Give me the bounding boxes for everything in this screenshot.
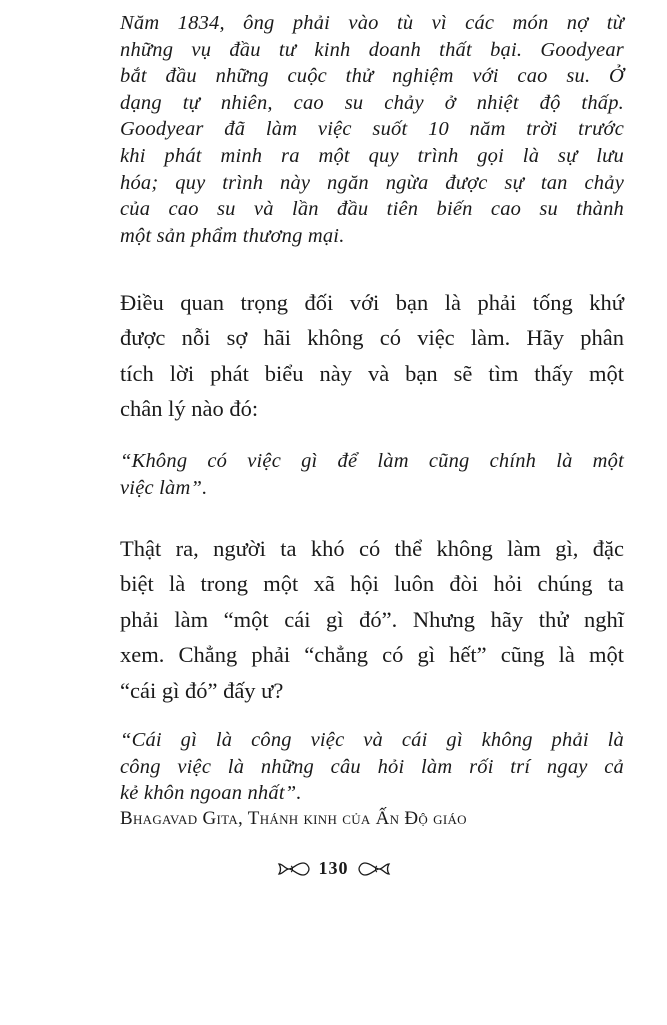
- paragraph-line: xem. Chẳng phải “chẳng có gì hết” cũng là một: [120, 642, 624, 668]
- paragraph-line: Điều quan trọng đối với bạn là phải tống khứ: [120, 290, 624, 315]
- quote-line: những vụ đầu tư kinh doanh thất bại. Goodyear: [120, 38, 624, 61]
- fish-ornament-icon: [277, 860, 311, 878]
- page-footer: [0, 858, 667, 879]
- paragraph-line: biệt là trong một xã hội luôn đòi hỏi chúng ta: [120, 571, 624, 597]
- short-quote: [120, 448, 624, 501]
- quote-line: công việc là những câu hỏi làm rối trí ngay cả: [120, 755, 624, 778]
- quote-line: khi phát minh ra một quy trình gọi là sự lưu: [120, 144, 624, 167]
- paragraph-line: Thật ra, người ta khó có thể không làm gì, đặc: [120, 536, 624, 561]
- gita-quote: [120, 727, 624, 807]
- paragraph-line: “cái gì đó” đấy ư?: [120, 677, 284, 703]
- quote-line: kẻ khôn ngoan nhất”.: [120, 782, 302, 805]
- body-paragraph: [120, 285, 624, 427]
- quote-line: của cao su và lần đầu tiên biến cao su thành: [120, 198, 624, 221]
- quote-line: Goodyear đã làm việc suốt 10 năm trời trước: [120, 118, 624, 141]
- quote-line: hóa; quy trình này ngăn ngừa được sự tan chảy: [120, 171, 624, 194]
- quote-line: “Cái gì là công việc và cái gì không phải là: [120, 729, 624, 751]
- intro-quote: [120, 10, 624, 249]
- quote-line: một sản phẩm thương mại.: [120, 224, 345, 247]
- quote-line: “Không có việc gì để làm cũng chính là một: [120, 450, 624, 472]
- paragraph-line: được nỗi sợ hãi không có việc làm. Hãy phân: [120, 325, 624, 351]
- quote-line: việc làm”.: [120, 476, 208, 499]
- quote-line: Năm 1834, ông phải vào tù vì các món nợ từ: [120, 12, 624, 34]
- paragraph-line: tích lời phát biểu này và bạn sẽ tìm thấy một: [120, 360, 624, 386]
- page-number: 130: [318, 858, 349, 878]
- body-paragraph: [120, 531, 624, 708]
- quote-line: dạng tự nhiên, cao su chảy ở nhiệt độ thấp.: [120, 91, 624, 114]
- quote-line: bắt đầu những cuộc thử nghiệm với cao su. Ở: [120, 65, 624, 88]
- paragraph-line: phải làm “một cái gì đó”. Nhưng hãy thử nghĩ: [120, 606, 624, 632]
- fish-ornament-icon: [357, 860, 391, 878]
- paragraph-line: chân lý nào đó:: [120, 396, 259, 422]
- quote-attribution: Bhagavad Gita, Thánh kinh của Ấn Độ giáo: [120, 808, 467, 829]
